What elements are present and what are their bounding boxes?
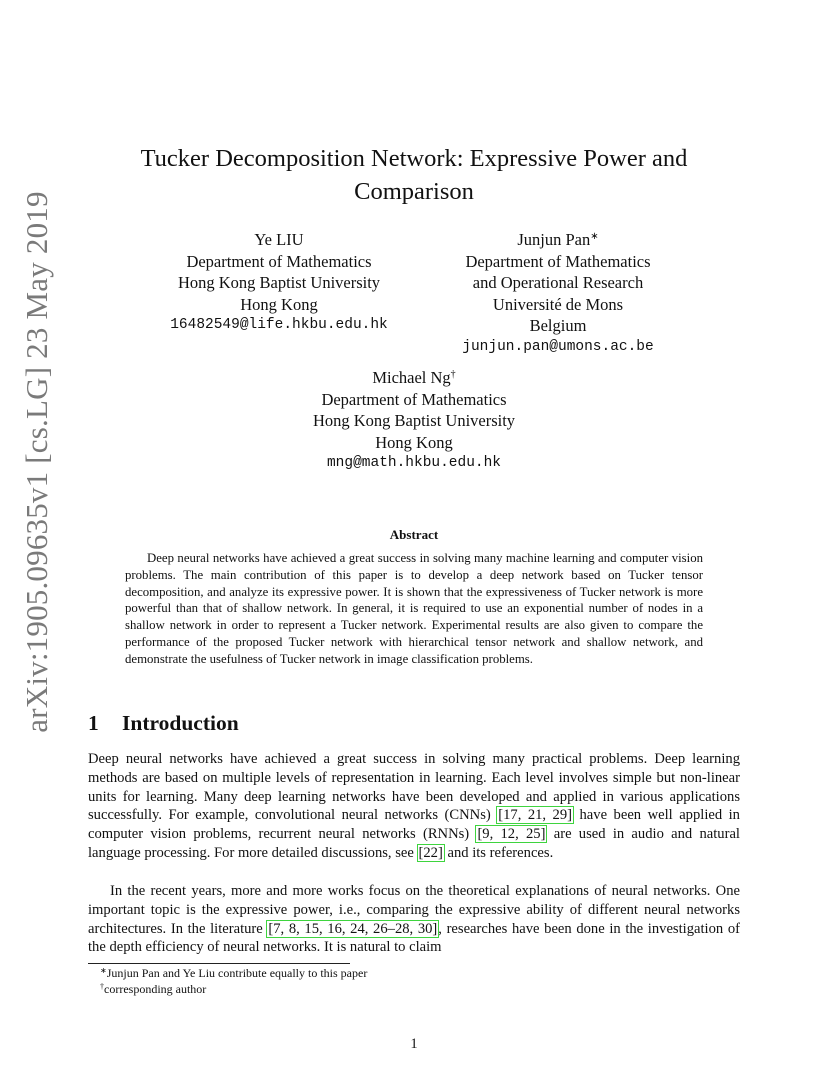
- author-affiliation: Department of Mathematics: [321, 389, 507, 409]
- arxiv-identifier: arXiv:1905.09635v1 [cs.LG] 23 May 2019: [19, 191, 54, 733]
- section-title: Introduction: [122, 711, 239, 735]
- author-email[interactable]: junjun.pan@umons.ac.be: [462, 338, 654, 355]
- citation-link[interactable]: [9, 12, 25]: [477, 826, 546, 843]
- author-email[interactable]: 16482549@life.hkbu.edu.hk: [170, 317, 388, 333]
- title-line-2: Comparison: [354, 178, 474, 205]
- arxiv-sidebar: [0, 0, 60, 1090]
- author-block-3: [284, 367, 544, 475]
- section-heading: [88, 711, 239, 736]
- author-affiliation: and Operational Research: [472, 273, 644, 292]
- footnote-item: ∗Junjun Pan and Ye Liu contribute equally to this paper: [100, 966, 368, 980]
- page-number: 1: [410, 1036, 418, 1052]
- author-affiliation: Department of Mathematics: [186, 251, 372, 271]
- author-affiliation: Department of Mathematics: [465, 251, 651, 271]
- author-block-1: [150, 229, 408, 337]
- author-affiliation: Belgium: [529, 316, 587, 335]
- author-name: Ye LIU: [254, 230, 304, 249]
- footnote-mark[interactable]: †: [450, 369, 456, 380]
- footnote-divider: [88, 963, 350, 964]
- citation-link[interactable]: [17, 21, 29]: [498, 807, 573, 824]
- footnotes: [100, 966, 367, 997]
- paper-title: [100, 142, 728, 208]
- author-affiliation: Hong Kong Baptist University: [312, 411, 516, 430]
- author-email[interactable]: mng@math.hkbu.edu.hk: [326, 455, 502, 471]
- author-affiliation: Hong Kong Baptist University: [177, 273, 381, 292]
- intro-paragraph-1: Deep neural networks have achieved a great success in solving many practical problems. Deep learning methods are based on multiple levels of representation in learning. Each level involves simple but non-linear units for learning. Many deep learning networks have been developed and applied in various applications successfully. For example, convolutional neural networks (CNNs) [17, 21, 29] have been well applied in computer vision problems, recurrent neural networks (RNNs) [9, 12, 25] are used in audio and natural language processing. For more detailed discussions, see [22] and its references.: [88, 751, 740, 861]
- author-name: Junjun Pan∗: [517, 230, 599, 249]
- author-name: Michael Ng†: [372, 368, 456, 387]
- author-affiliation: Hong Kong: [240, 294, 318, 314]
- footnote-item: †corresponding author: [100, 981, 207, 996]
- author-block-2: [433, 229, 683, 358]
- title-line-1: Tucker Decomposition Network: Expressive Power and: [140, 145, 688, 172]
- abstract-text: Deep neural networks have achieved a great success in solving many machine learning and computer vision problems. The main contribution of this paper is to develop a deep network based on Tucker tensor decomposition, and analyze its expressive power. It is shown that the expressiveness of Tucker network is more powerful than that of shallow network. In general, it is required to use an exponential number of nodes in a shallow network in order to represent a Tucker network. Experimental results are also given to compare the performance of the proposed Tucker network with hierarchical tensor network and shallow network, and demonstrate the usefulness of Tucker network in image classification problems.: [125, 551, 703, 666]
- footnote-mark[interactable]: ∗: [590, 231, 599, 242]
- citation-link[interactable]: [22]: [418, 844, 443, 861]
- section-number: 1: [88, 711, 99, 735]
- citation-link[interactable]: [7, 8, 15, 16, 24, 26–28, 30]: [268, 920, 438, 937]
- author-affiliation: Hong Kong: [375, 432, 453, 452]
- abstract-heading: Abstract: [389, 527, 439, 542]
- author-affiliation: Université de Mons: [492, 294, 624, 314]
- intro-paragraph-2: In the recent years, more and more works focus on the theoretical explanations of neural networks. One important topic is the expressive power, i.e., comparing the expressive ability of different neural networks architectures. In the literature [7, 8, 15, 16, 24, 26–28, 30], researches have been done in the investigation of the depth efficiency of neural networks. It is natural to claim: [88, 883, 740, 956]
